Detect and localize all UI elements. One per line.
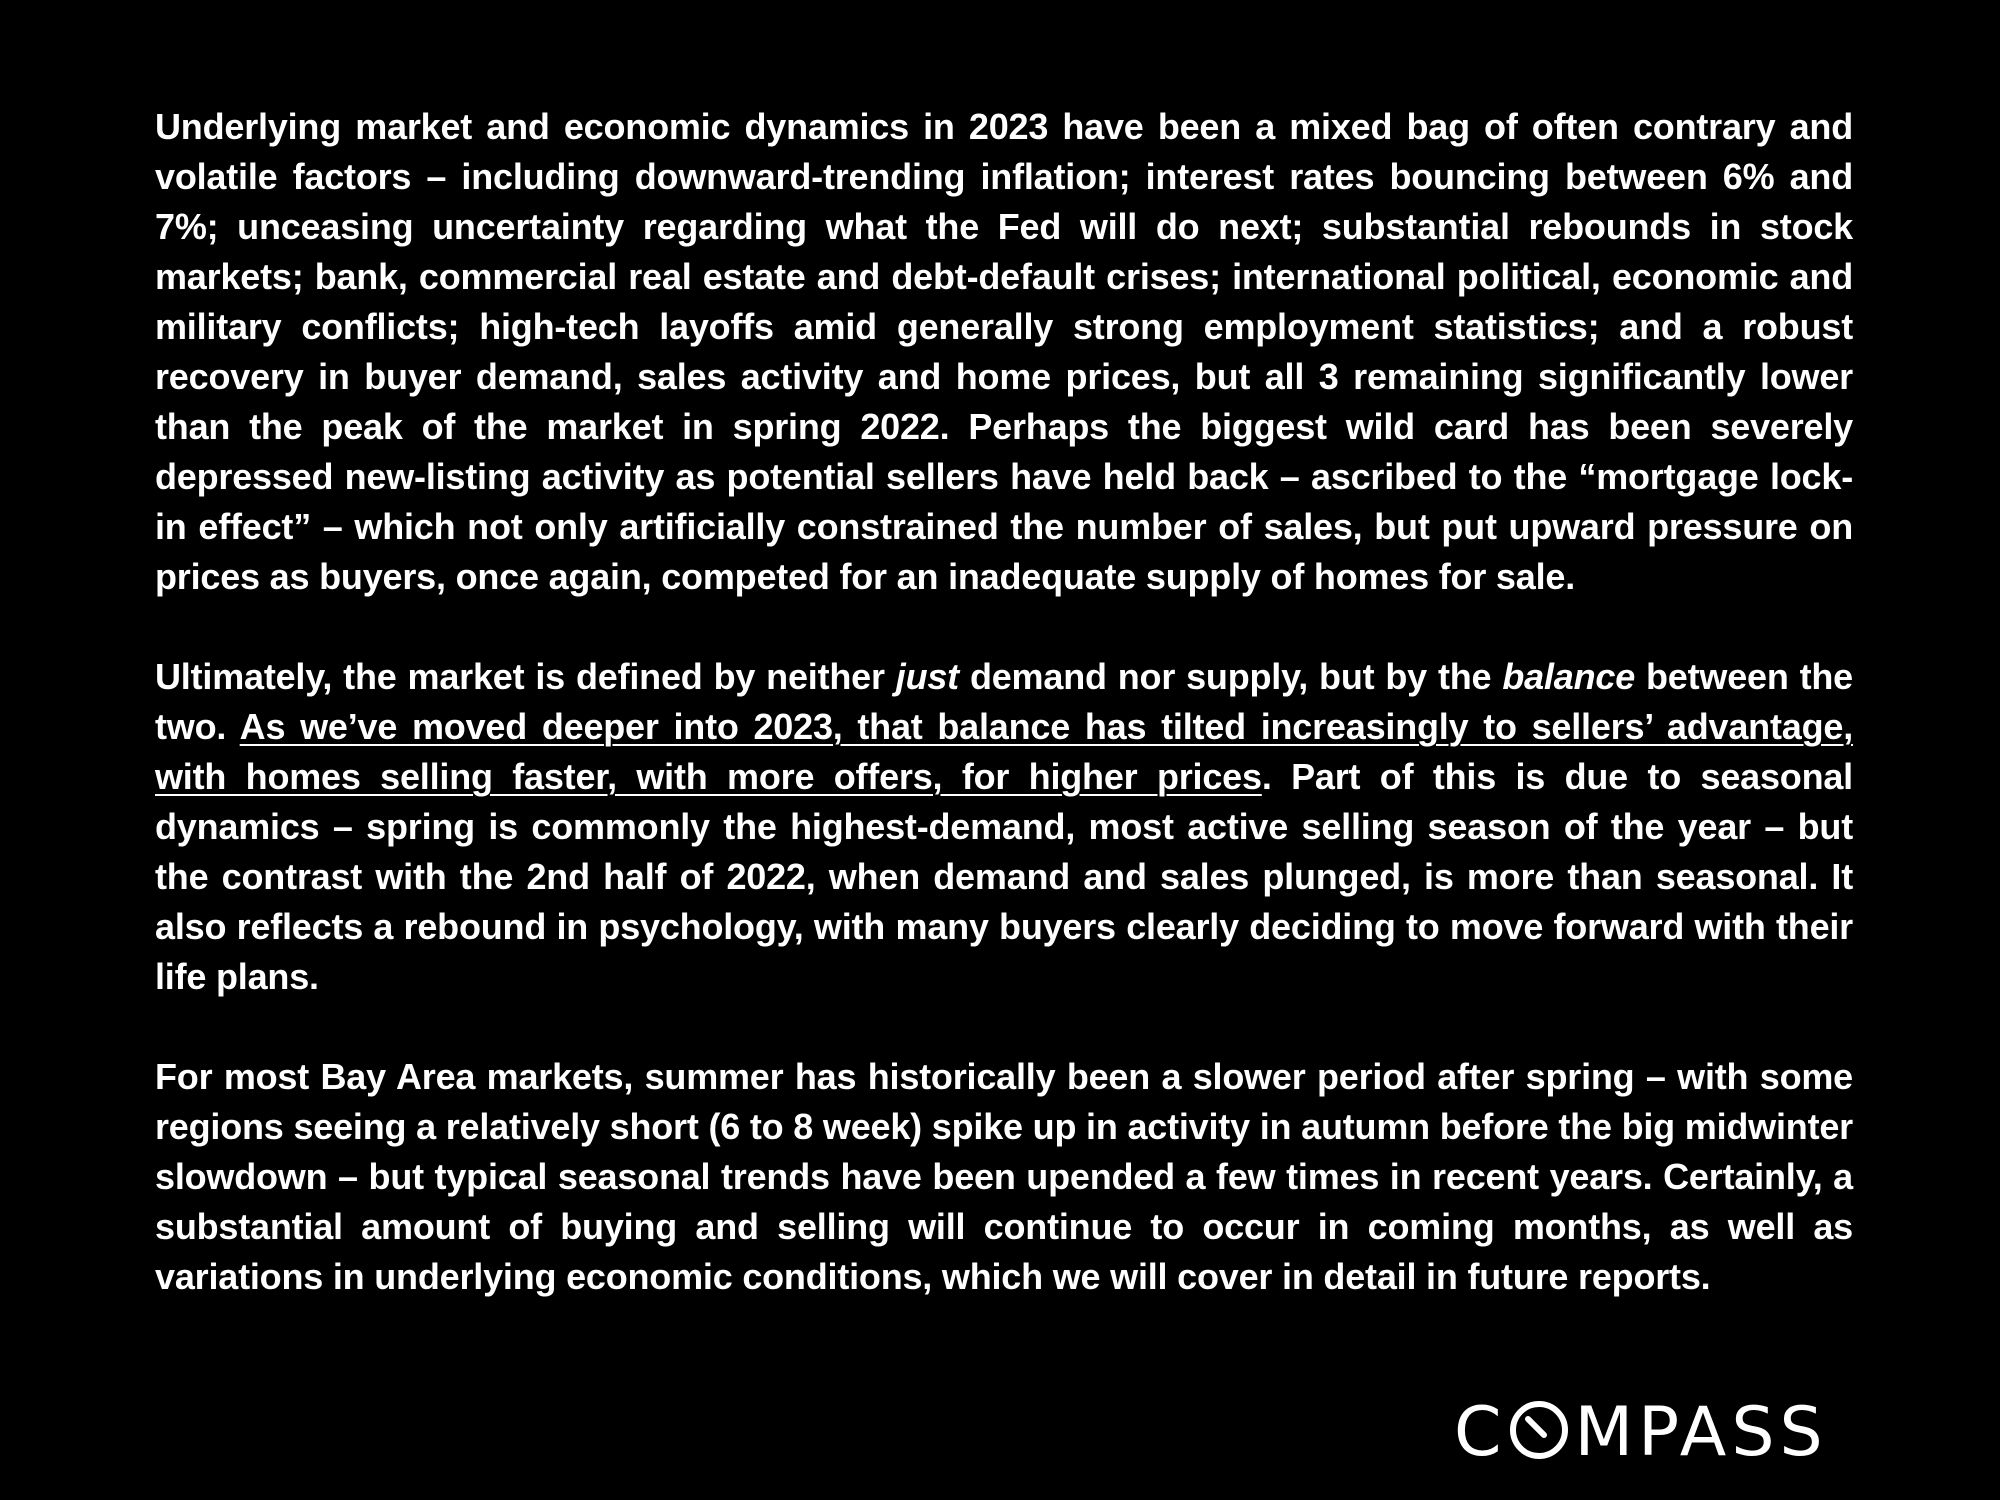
compass-o-icon xyxy=(1508,1399,1570,1461)
logo-suffix: MPASS xyxy=(1574,1393,1828,1472)
paragraph-2-part-1: Ultimately, the market is defined by neither xyxy=(155,656,896,697)
paragraph-2-italic-just: just xyxy=(895,656,959,697)
compass-logo xyxy=(1454,1393,1868,1472)
compass-logo-text xyxy=(1454,1393,1828,1472)
paragraph-2-part-2: demand nor supply, but by the xyxy=(958,656,1503,697)
logo-prefix: C xyxy=(1454,1393,1507,1472)
paragraph-2-underlined-text: As we’ve moved deeper into 2023, that balance has tilted increasingly to sellers’ advantage, with homes selling faster, with more offers, for higher prices xyxy=(155,706,1854,797)
paragraph-3-text: For most Bay Area markets, summer has historically been a slower period after spring – with some regions seeing a relatively short (6 to 8 week) spike up in activity in autumn before the big midwinter slowdown – but typical seasonal trends have been upended a few times in recent years. Certainly, a substantial amount of buying and selling will continue to occur in coming months, as well as variations in underlying economic conditions, which we will cover in detail in future reports. xyxy=(155,1056,1853,1297)
paragraph-1-text: Underlying market and economic dynamics in 2023 have been a mixed bag of often contrary and volatile factors – including downward-trending inflation; interest rates bouncing between 6% and 7%; unceasing uncertainty regarding what the Fed will do next; substantial rebounds in stock markets; bank, commercial real estate and debt-default crises; international political, economic and military conflicts; high-tech layoffs amid generally strong employment statistics; and a robust recovery in buyer demand, sales activity and home prices, but all 3 remaining significantly lower than the peak of the market in spring 2022. Perhaps the biggest wild card has been severely depressed new-listing activity as potential sellers have held back – ascribed to the “mortgage lock-in effect” – which not only artificially constrained the number of sales, but put upward pressure on prices as buyers, once again, competed for an inadequate supply of homes for sale. xyxy=(155,106,1853,597)
paragraph-2-part-4: . Part of this is due to seasonal dynamics – spring is commonly the highest-demand, most active selling season of the year – but the contrast with the 2nd half of 2022, when demand and sales plunged, is more than seasonal. It also reflects a rebound in psychology, with many buyers clearly deciding to move forward with their life plans. xyxy=(155,756,1853,997)
paragraph-1 xyxy=(155,102,1853,602)
text-block xyxy=(155,102,1853,1352)
paragraph-2-part-3: between the two. xyxy=(155,656,1854,747)
paragraph-2-italic-balance: balance xyxy=(1502,656,1636,697)
paragraph-3 xyxy=(155,1052,1853,1302)
paragraph-2 xyxy=(155,652,1853,1002)
